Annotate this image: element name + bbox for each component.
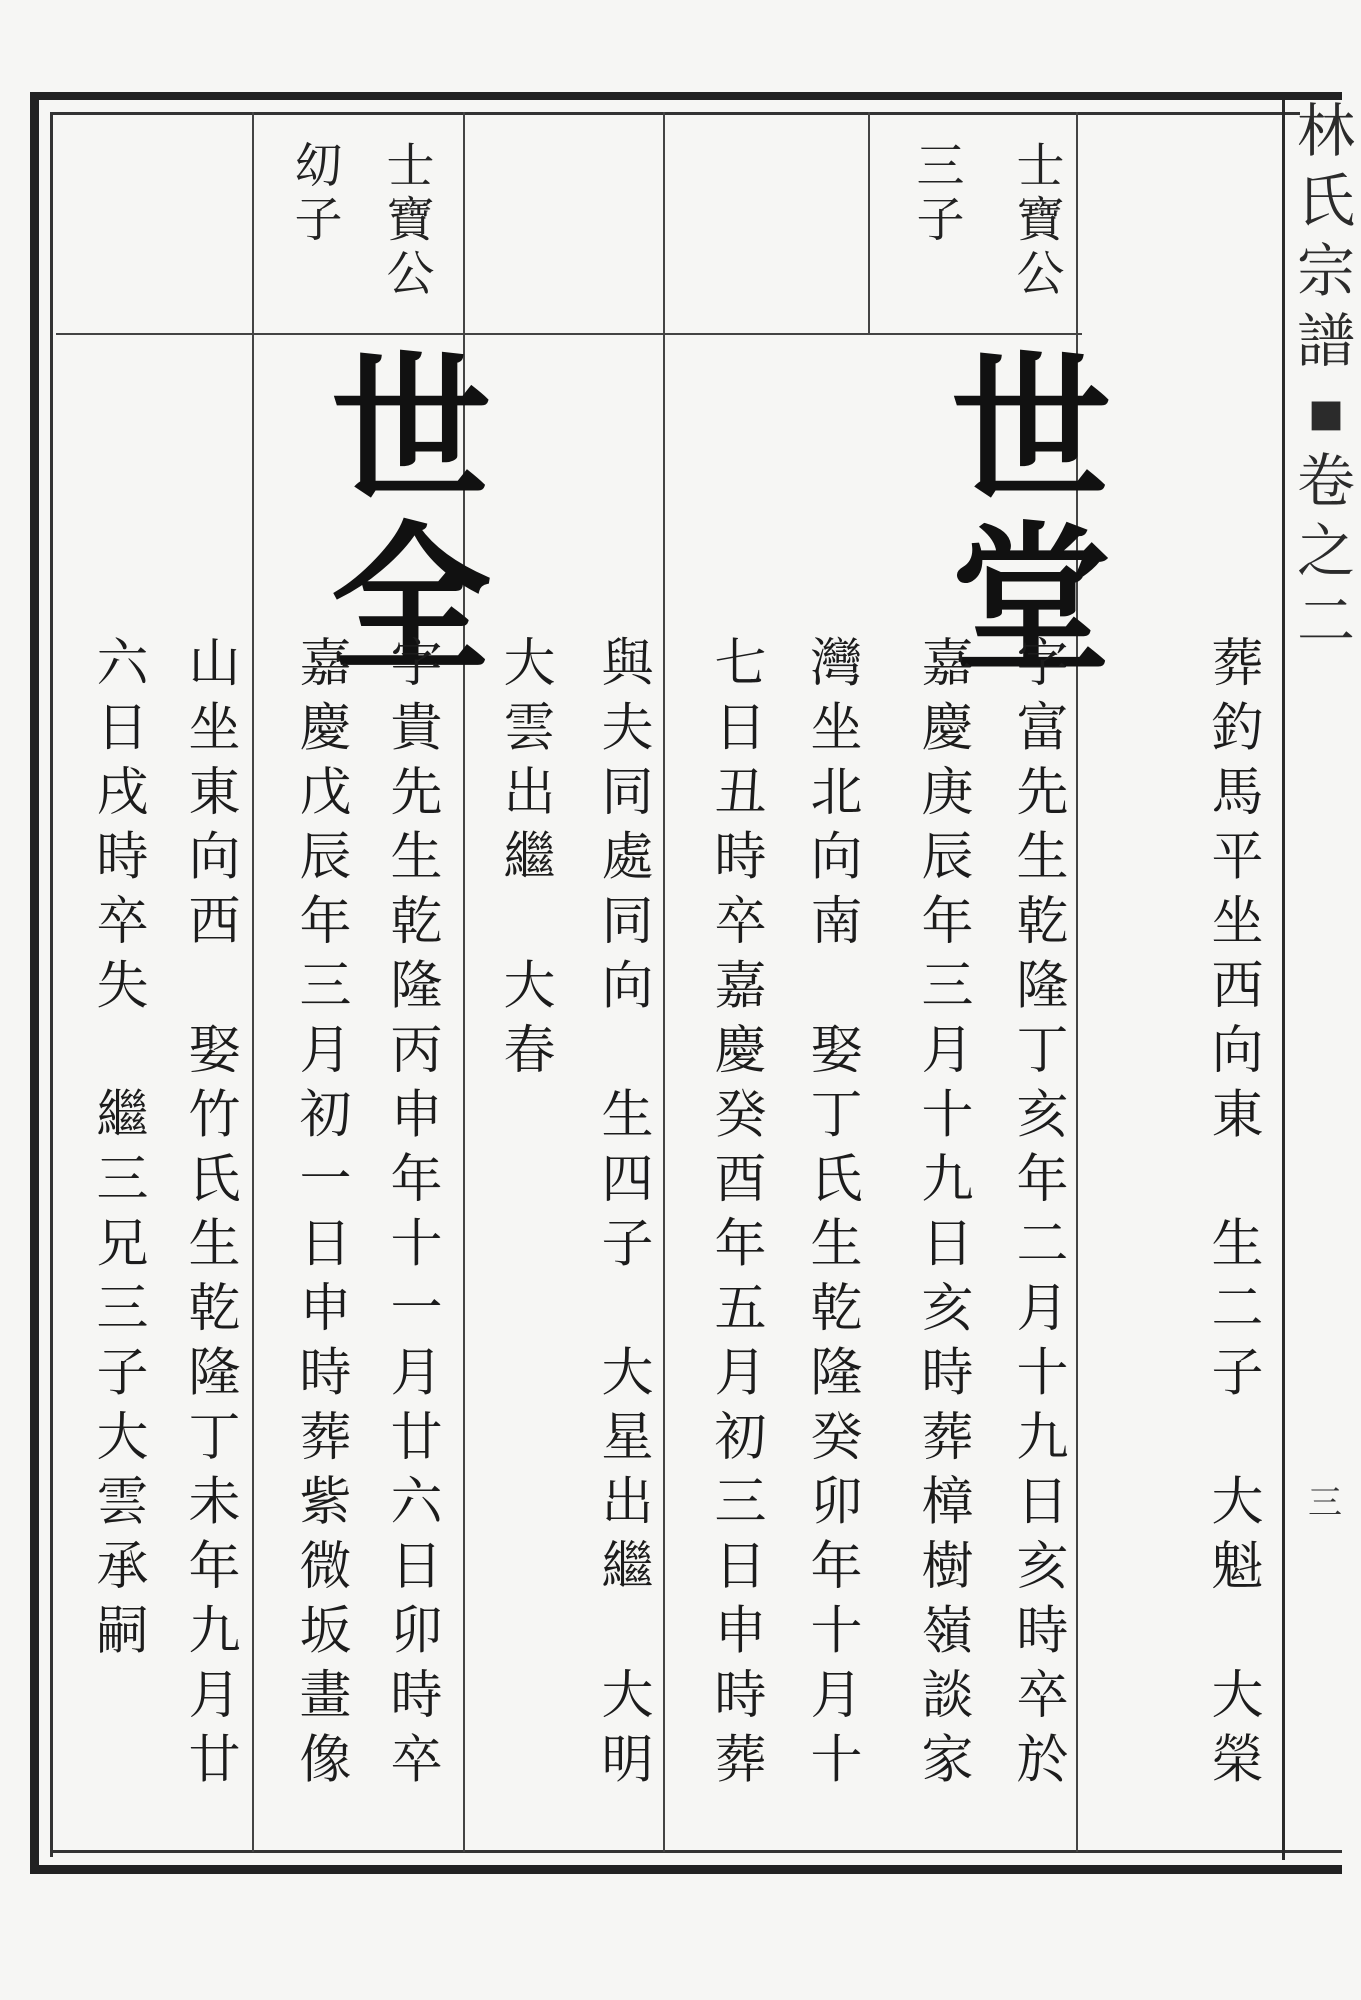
birth-order-label: 㓜子 [286,140,342,248]
margin-rule [1282,100,1285,1860]
title-char: 氏 [1296,167,1355,235]
inner-border-bottom [50,1850,1342,1853]
header-band-rule [56,333,1082,335]
folio-number: 三 [1308,1483,1342,1523]
text-column: 嘉慶戊辰年三月初一日申時葬紫微坂畫像 [290,635,350,1796]
text-column: 葬釣馬平坐西向東 生二子 大魁 大榮 [1202,635,1262,1796]
title-char: 二 [1296,587,1355,655]
inner-border-top [50,112,1300,115]
text-column: 字富先生乾隆丁亥年二月十九日亥時卒於 [1007,635,1067,1796]
text-column: 灣坐北向南 娶丁氏生乾隆癸卯年十月十 [801,635,861,1796]
text-column: 七日丑時卒嘉慶癸酉年五月初三日申時葬 [705,635,765,1796]
person-name: 世全 [304,345,492,685]
column-divider [868,112,870,334]
parent-label: 士寶公 [1008,140,1064,302]
column-divider [252,112,254,1852]
title-char: 譜 [1296,307,1355,375]
title-char: ▪ [1306,377,1346,445]
column-divider [663,112,665,1852]
title-char: 林 [1296,97,1355,165]
text-column: 大雲出繼 大春 [494,635,554,1087]
person-name: 世堂 [924,345,1112,685]
title-char: 之 [1296,517,1355,585]
text-column: 與夫同處同向 生四子 大星出繼 大明 [592,635,652,1796]
text-column: 山坐東向西 娶竹氏生乾隆丁未年九月廿 [179,635,239,1796]
birth-order-label: 三子 [908,140,964,248]
inner-border-left [50,112,53,1857]
title-char: 卷 [1296,447,1355,515]
text-column: 六日戌時卒失 繼三兄三子大雲承嗣 [87,635,147,1667]
parent-label: 士寶公 [378,140,434,302]
text-column: 字貴先生乾隆丙申年十一月廿六日卯時卒 [381,635,441,1796]
text-column: 嘉慶庚辰年三月十九日亥時葬樟樹嶺談家 [912,635,972,1796]
book-title-strip [1296,96,1356,1896]
title-char: 宗 [1296,237,1355,305]
